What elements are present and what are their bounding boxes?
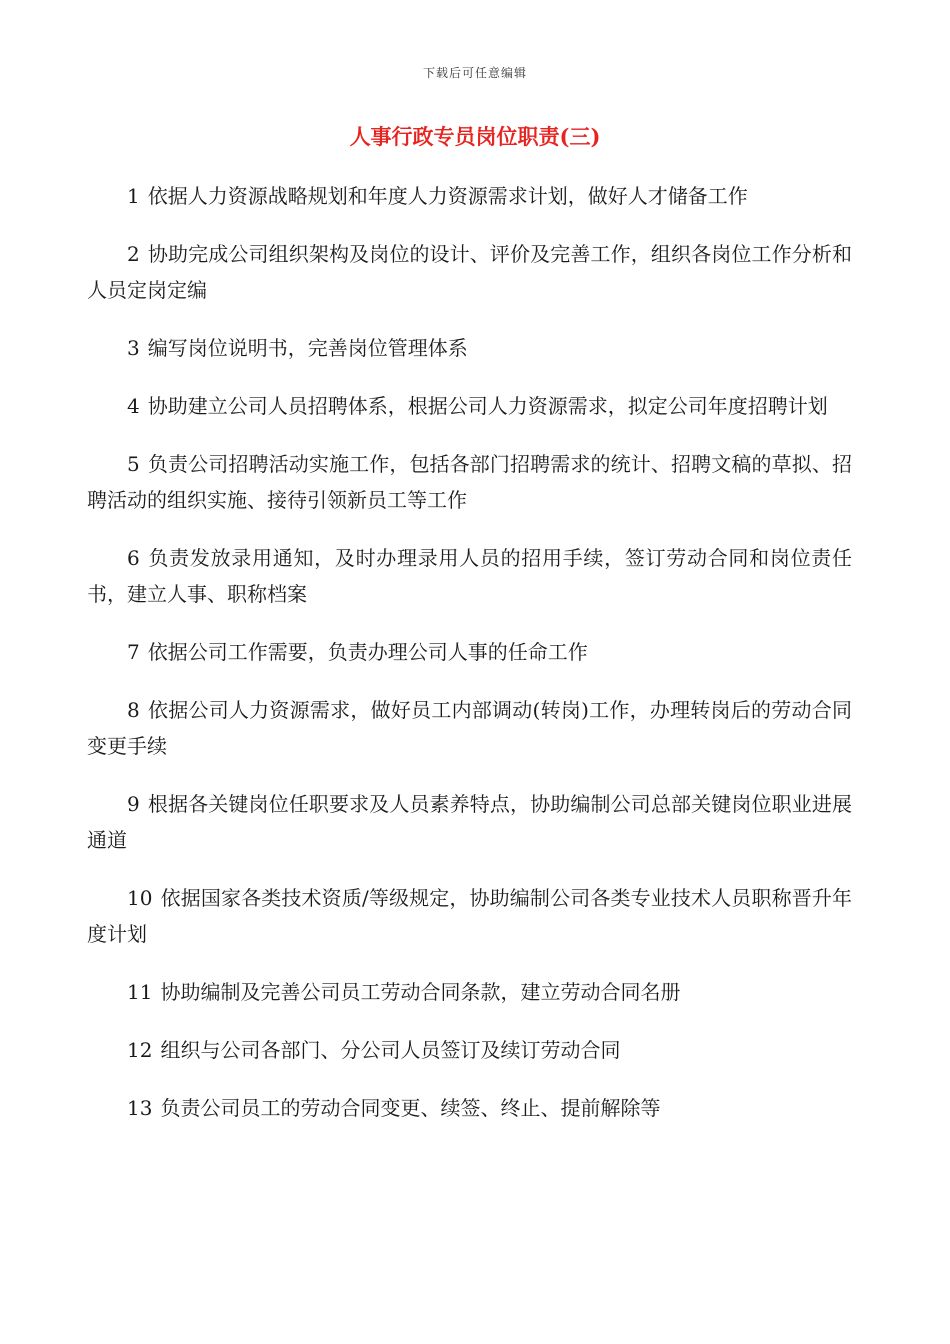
duty-number: 13 bbox=[127, 1096, 153, 1120]
duty-number: 12 bbox=[127, 1038, 153, 1062]
duty-item bbox=[87, 178, 852, 214]
duty-text: 协助完成公司组织架构及岗位的设计、评价及完善工作，组织各岗位工作分析和人员定岗定编 bbox=[87, 242, 852, 302]
duty-number: 6 bbox=[127, 546, 140, 570]
duty-item bbox=[87, 1032, 852, 1068]
duty-number: 3 bbox=[127, 336, 140, 360]
duty-item bbox=[87, 692, 852, 764]
duty-item bbox=[87, 446, 852, 518]
duty-number: 4 bbox=[127, 394, 140, 418]
duty-text: 依据国家各类技术资质/等级规定，协助编制公司各类专业技术人员职称晋升年度计划 bbox=[87, 886, 852, 946]
duty-text: 负责公司招聘活动实施工作，包括各部门招聘需求的统计、招聘文稿的草拟、招聘活动的组织实施、接待引领新员工等工作 bbox=[87, 452, 852, 512]
duty-item bbox=[87, 540, 852, 612]
duty-text: 依据公司工作需要，负责办理公司人事的任命工作 bbox=[147, 640, 588, 664]
duty-text: 编写岗位说明书，完善岗位管理体系 bbox=[147, 336, 468, 360]
duty-number: 2 bbox=[127, 242, 140, 266]
page-title: 人事行政专员岗位职责(三) bbox=[349, 124, 601, 149]
duty-text: 负责公司员工的劳动合同变更、续签、终止、提前解除等 bbox=[160, 1096, 661, 1120]
duty-number: 5 bbox=[127, 452, 140, 476]
duty-number: 10 bbox=[127, 886, 153, 910]
duty-item bbox=[87, 786, 852, 858]
duty-item bbox=[87, 974, 852, 1010]
duty-item bbox=[87, 634, 852, 670]
duty-number: 9 bbox=[127, 792, 140, 816]
duty-number: 8 bbox=[127, 698, 140, 722]
duty-text: 依据人力资源战略规划和年度人力资源需求计划，做好人才储备工作 bbox=[147, 184, 748, 208]
duty-text: 协助建立公司人员招聘体系，根据公司人力资源需求，拟定公司年度招聘计划 bbox=[147, 394, 828, 418]
duty-text: 依据公司人力资源需求，做好员工内部调动(转岗)工作，办理转岗后的劳动合同变更手续 bbox=[87, 698, 852, 758]
duty-number: 7 bbox=[127, 640, 140, 664]
duty-number: 11 bbox=[127, 980, 153, 1004]
duty-text: 组织与公司各部门、分公司人员签订及续订劳动合同 bbox=[160, 1038, 621, 1062]
header-note: 下载后可任意编辑 bbox=[422, 66, 527, 80]
duty-item bbox=[87, 1090, 852, 1126]
duty-item bbox=[87, 388, 852, 424]
duty-number: 1 bbox=[127, 184, 140, 208]
duty-item bbox=[87, 880, 852, 952]
duty-text: 根据各关键岗位任职要求及人员素养特点，协助编制公司总部关键岗位职业进展通道 bbox=[87, 792, 852, 852]
duty-list bbox=[87, 178, 852, 1148]
duty-text: 负责发放录用通知，及时办理录用人员的招用手续，签订劳动合同和岗位责任书，建立人事、职称档案 bbox=[87, 546, 852, 606]
duty-item bbox=[87, 236, 852, 308]
duty-text: 协助编制及完善公司员工劳动合同条款，建立劳动合同名册 bbox=[160, 980, 681, 1004]
duty-item bbox=[87, 330, 852, 366]
